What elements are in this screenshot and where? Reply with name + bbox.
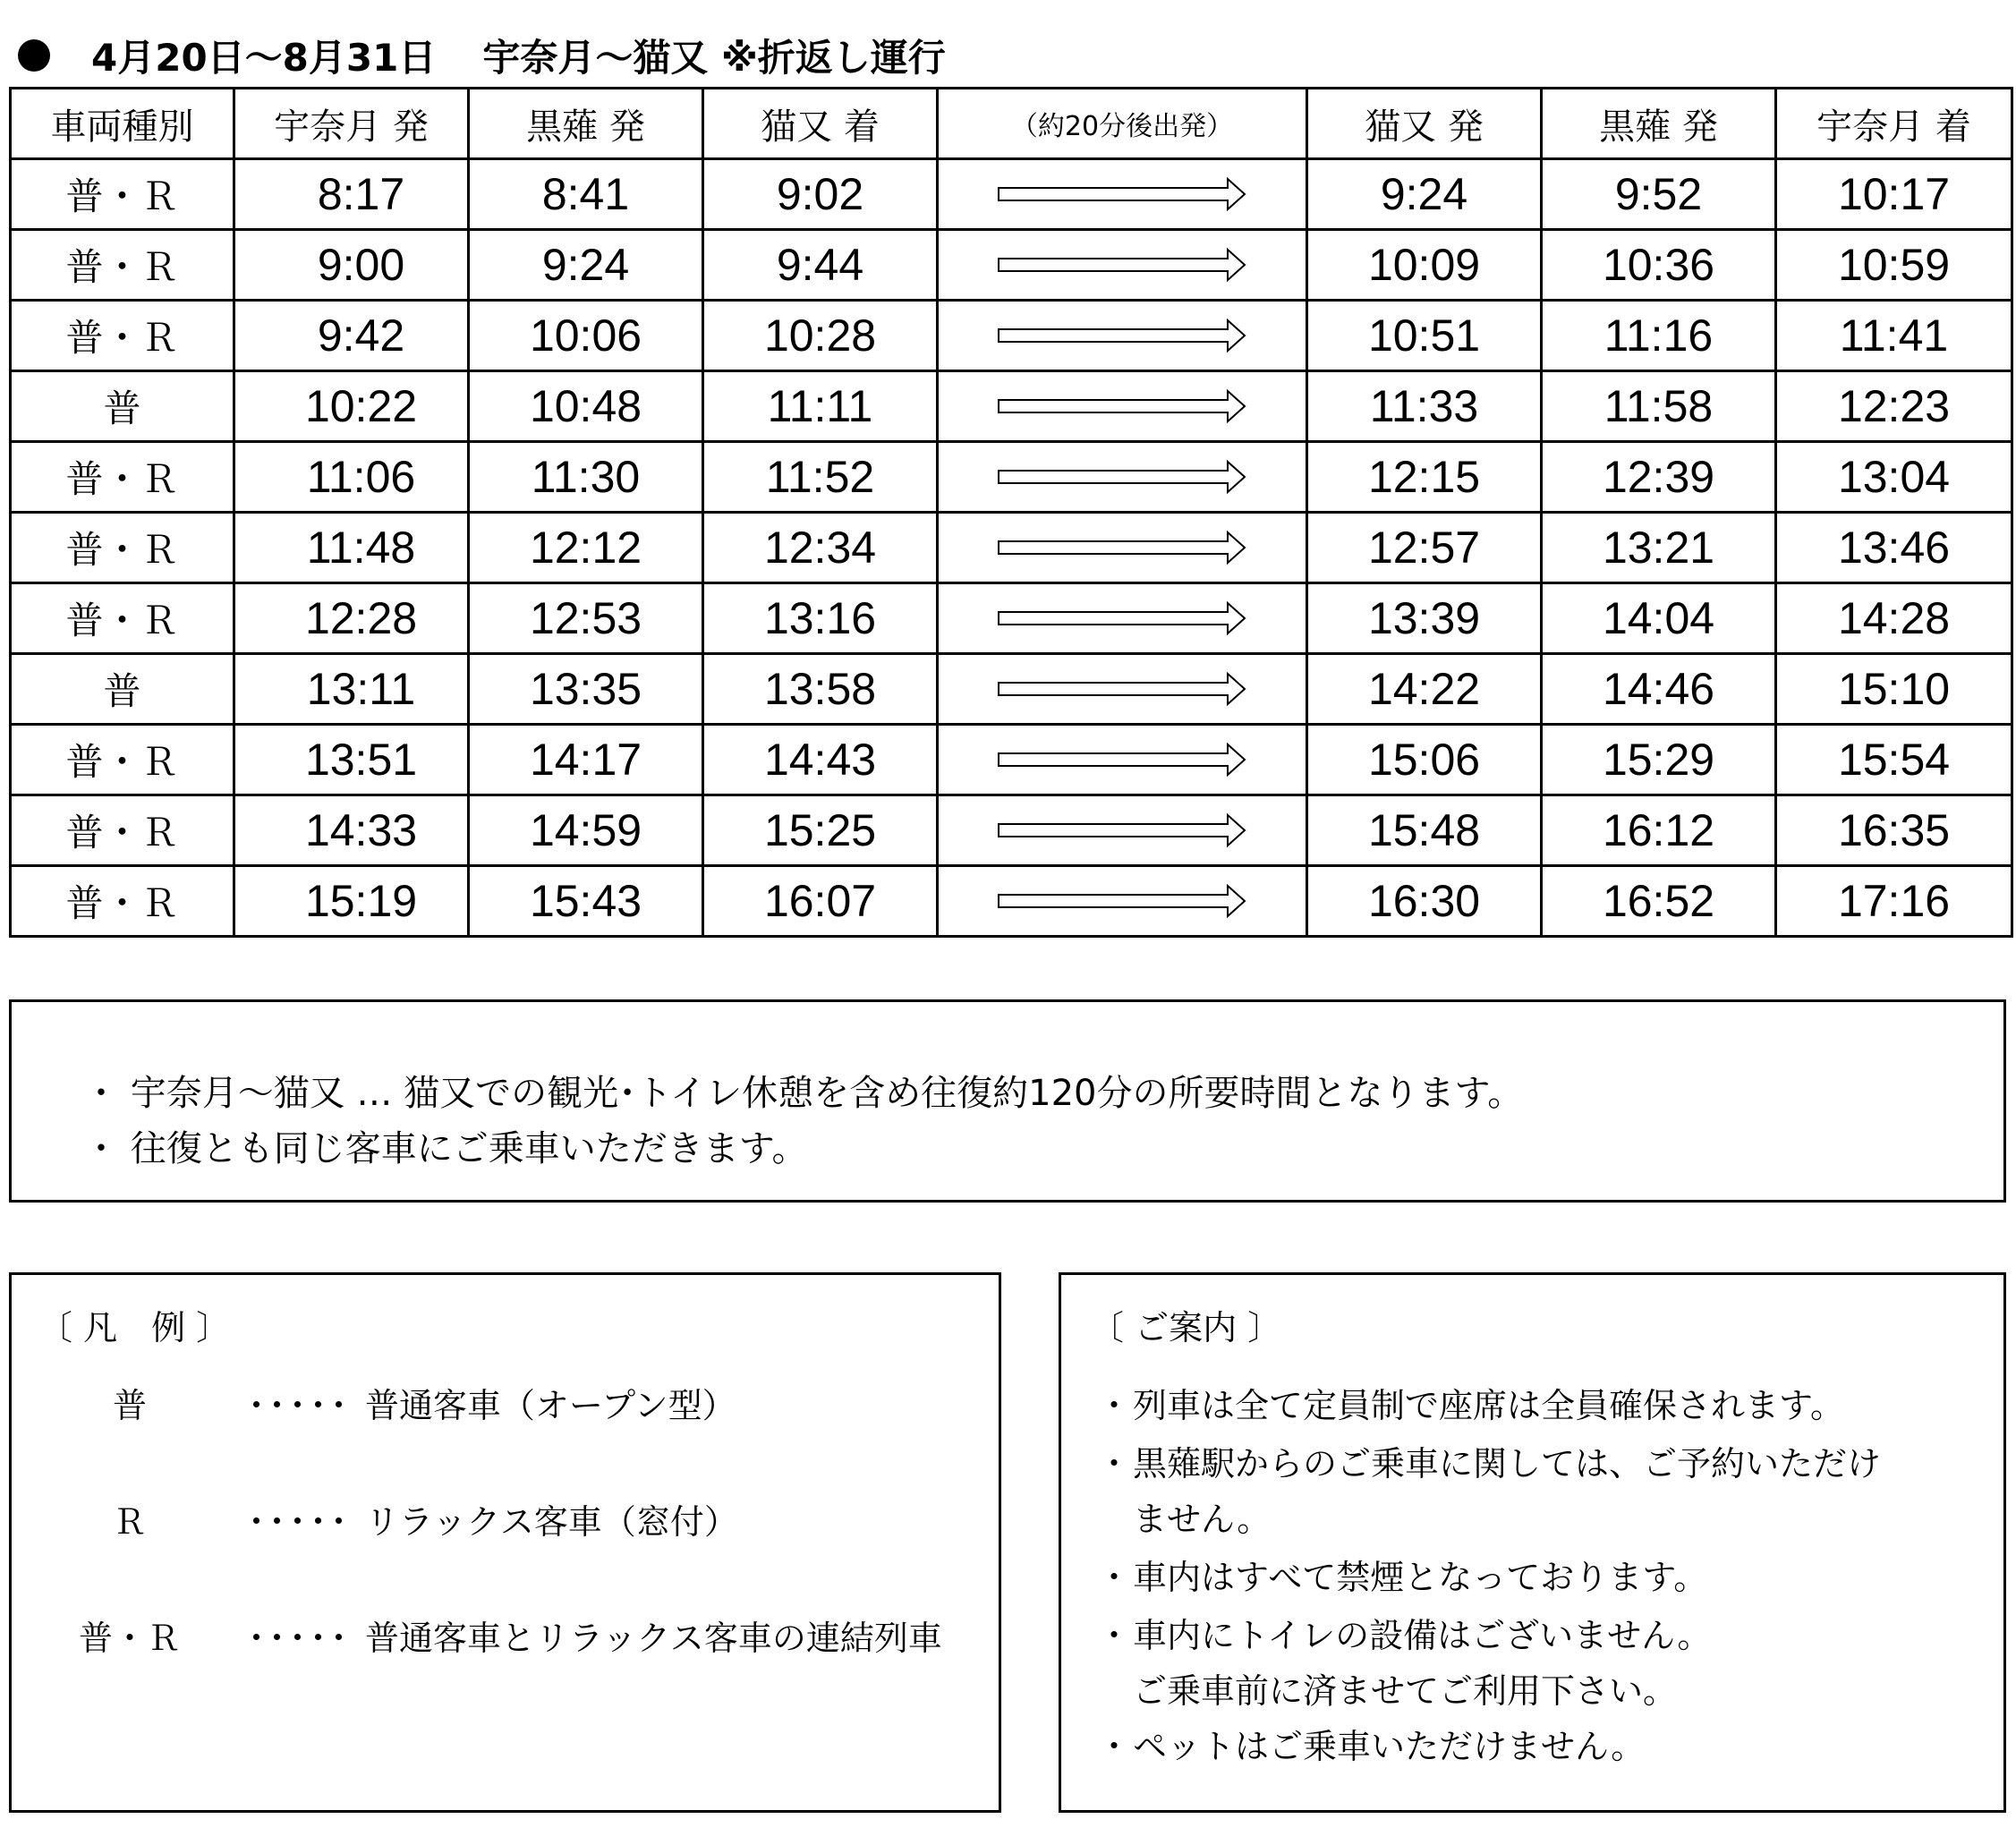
time-cell: 8:17: [234, 159, 469, 230]
time-cell: 12:12: [469, 513, 703, 583]
legend-row: [12, 1378, 999, 1432]
time-cell: 12:57: [1307, 513, 1542, 583]
legend-symbol: 普・Ｒ: [78, 1619, 181, 1658]
time-cell: 16:35: [1776, 795, 2012, 866]
time-cell: 10:59: [1776, 230, 2012, 301]
table-header-row: [11, 89, 2012, 159]
right-arrow-icon: [997, 247, 1247, 283]
arrow-cell: [938, 513, 1307, 583]
car-type-cell: 普・Ｒ: [11, 866, 234, 937]
time-cell: 11:52: [703, 442, 938, 513]
column-header: 宇奈月 着: [1776, 89, 2012, 159]
info-bullet: ・: [1097, 1727, 1132, 1766]
time-cell: 16:30: [1307, 866, 1542, 937]
time-cell: 9:00: [234, 230, 469, 301]
legend-symbol: 普: [112, 1386, 147, 1425]
info-text: ペットはご乗車いただけません。: [1133, 1727, 1646, 1766]
arrow-cell: [938, 583, 1307, 654]
time-cell: 10:36: [1542, 230, 1776, 301]
table-row: [11, 230, 2012, 301]
time-cell: 12:15: [1307, 442, 1542, 513]
info-item: [1097, 1378, 1844, 1427]
column-header: （約20分後出発）: [938, 89, 1307, 159]
time-cell: 14:04: [1542, 583, 1776, 654]
table-row: [11, 654, 2012, 725]
time-cell: 11:33: [1307, 371, 1542, 442]
time-cell: 12:23: [1776, 371, 2012, 442]
right-arrow-icon: [997, 883, 1247, 919]
time-cell: 15:43: [469, 866, 703, 937]
info-bullet: ・: [1097, 1386, 1132, 1425]
time-cell: 10:28: [703, 301, 938, 371]
info-item: [1097, 1436, 1881, 1485]
time-cell: 13:58: [703, 654, 938, 725]
right-arrow-icon: [997, 459, 1247, 495]
right-arrow-icon: [997, 671, 1247, 707]
time-cell: 11:41: [1776, 301, 2012, 371]
time-cell: 10:51: [1307, 301, 1542, 371]
bullet-icon: [18, 39, 50, 72]
table-row: [11, 795, 2012, 866]
legend-box: [9, 1272, 1001, 1813]
time-cell: 12:34: [703, 513, 938, 583]
info-text: 車内にトイレの設備はございません。: [1133, 1616, 1712, 1655]
arrow-cell: [938, 230, 1307, 301]
time-cell: 14:43: [703, 725, 938, 795]
car-type-cell: 普・Ｒ: [11, 513, 234, 583]
legend-desc: リラックス客車（窓付）: [365, 1502, 738, 1542]
arrow-cell: [938, 159, 1307, 230]
table-row: [11, 301, 2012, 371]
legend-dots: ･････: [248, 1619, 352, 1658]
right-arrow-icon: [997, 812, 1247, 848]
time-cell: 16:07: [703, 866, 938, 937]
car-type-cell: 普・Ｒ: [11, 795, 234, 866]
legend-dots: ･････: [248, 1502, 352, 1542]
time-cell: 10:17: [1776, 159, 2012, 230]
arrow-cell: [938, 371, 1307, 442]
time-cell: 13:35: [469, 654, 703, 725]
time-cell: 12:39: [1542, 442, 1776, 513]
car-type-cell: 普: [11, 371, 234, 442]
info-heading: 〔 ご案内 〕: [1090, 1308, 1282, 1347]
legend-dots: ･････: [248, 1386, 352, 1425]
info-item: [1097, 1719, 1645, 1768]
table-row: [11, 513, 2012, 583]
time-cell: 13:21: [1542, 513, 1776, 583]
time-cell: 9:24: [469, 230, 703, 301]
legend-row: [12, 1611, 999, 1664]
time-cell: 13:11: [234, 654, 469, 725]
time-cell: 13:51: [234, 725, 469, 795]
right-arrow-icon: [997, 176, 1247, 212]
time-cell: 15:10: [1776, 654, 2012, 725]
arrow-cell: [938, 795, 1307, 866]
time-cell: 10:22: [234, 371, 469, 442]
arrow-cell: [938, 301, 1307, 371]
time-cell: 9:24: [1307, 159, 1542, 230]
time-cell: 8:41: [469, 159, 703, 230]
time-cell: 17:16: [1776, 866, 2012, 937]
time-cell: 13:39: [1307, 583, 1542, 654]
time-cell: 9:52: [1542, 159, 1776, 230]
legend-heading: 〔 凡 例 〕: [38, 1308, 231, 1347]
car-type-cell: 普・Ｒ: [11, 230, 234, 301]
info-text: 黒薙駅からのご乗車に関しては、ご予約いただけ: [1133, 1444, 1882, 1483]
legend-row: [12, 1494, 999, 1548]
table-row: [11, 866, 2012, 937]
table-row: [11, 159, 2012, 230]
time-cell: 11:16: [1542, 301, 1776, 371]
car-type-cell: 普: [11, 654, 234, 725]
time-cell: 10:09: [1307, 230, 1542, 301]
time-cell: 14:59: [469, 795, 703, 866]
info-bullet: ・: [1097, 1444, 1132, 1483]
car-type-cell: 普・Ｒ: [11, 583, 234, 654]
time-cell: 13:04: [1776, 442, 2012, 513]
time-cell: 15:29: [1542, 725, 1776, 795]
table-row: [11, 442, 2012, 513]
right-arrow-icon: [997, 742, 1247, 778]
column-header: 宇奈月 発: [234, 89, 469, 159]
time-cell: 14:46: [1542, 654, 1776, 725]
time-cell: 11:48: [234, 513, 469, 583]
table-row: [11, 583, 2012, 654]
arrow-cell: [938, 725, 1307, 795]
car-type-cell: 普・Ｒ: [11, 725, 234, 795]
info-item: [1097, 1550, 1707, 1599]
legend-desc: 普通客車（オープン型）: [365, 1386, 736, 1425]
car-type-cell: 普・Ｒ: [11, 159, 234, 230]
time-cell: 13:16: [703, 583, 938, 654]
time-cell: 15:54: [1776, 725, 2012, 795]
time-cell: 10:48: [469, 371, 703, 442]
arrow-cell: [938, 442, 1307, 513]
right-arrow-icon: [997, 600, 1247, 636]
time-cell: 15:25: [703, 795, 938, 866]
title-date-range: 4月20日～8月31日: [91, 36, 437, 80]
time-cell: 11:06: [234, 442, 469, 513]
time-cell: 16:52: [1542, 866, 1776, 937]
time-cell: 15:19: [234, 866, 469, 937]
column-header: 猫又 着: [703, 89, 938, 159]
column-header: 黒薙 発: [1542, 89, 1776, 159]
column-header: 黒薙 発: [469, 89, 703, 159]
info-text-continued: ません。: [1133, 1500, 1272, 1539]
time-cell: 12:28: [234, 583, 469, 654]
time-cell: 15:48: [1307, 795, 1542, 866]
right-arrow-icon: [997, 530, 1247, 565]
info-text-continued: ご乗車前に済ませてご利用下さい。: [1133, 1671, 1678, 1711]
info-bullet: ・: [1097, 1616, 1132, 1655]
note-line: ・ 宇奈月～猫又 … 猫又での観光･トイレ休憩を含め往復約120分の所要時間となります。: [83, 1073, 1524, 1114]
time-cell: 11:11: [703, 371, 938, 442]
time-cell: 9:42: [234, 301, 469, 371]
notes-box: [9, 999, 2006, 1203]
car-type-cell: 普・Ｒ: [11, 301, 234, 371]
info-bullet: ・: [1097, 1558, 1132, 1597]
table-row: [11, 371, 2012, 442]
time-cell: 13:46: [1776, 513, 2012, 583]
time-cell: 16:12: [1542, 795, 1776, 866]
right-arrow-icon: [997, 318, 1247, 353]
time-cell: 14:33: [234, 795, 469, 866]
column-header: 車両種別: [11, 89, 234, 159]
arrow-cell: [938, 866, 1307, 937]
time-cell: 14:22: [1307, 654, 1542, 725]
time-cell: 15:06: [1307, 725, 1542, 795]
time-cell: 12:53: [469, 583, 703, 654]
page-title: [18, 20, 946, 91]
note-line: ・ 往復とも同じ客車にご乗車いただきます。: [83, 1128, 808, 1169]
info-box: [1059, 1272, 2006, 1813]
info-text: 車内はすべて禁煙となっております。: [1133, 1558, 1708, 1597]
time-cell: 11:30: [469, 442, 703, 513]
arrow-cell: [938, 654, 1307, 725]
car-type-cell: 普・Ｒ: [11, 442, 234, 513]
info-item: [1097, 1608, 1711, 1657]
info-text: 列車は全て定員制で座席は全員確保されます。: [1133, 1386, 1844, 1425]
right-arrow-icon: [997, 388, 1247, 424]
title-route: 宇奈月～猫又 ※折返し運行: [482, 36, 946, 80]
legend-desc: 普通客車とリラックス客車の連結列車: [365, 1619, 942, 1658]
table-row: [11, 725, 2012, 795]
time-cell: 11:58: [1542, 371, 1776, 442]
legend-symbol: Ｒ: [112, 1502, 147, 1542]
time-cell: 14:17: [469, 725, 703, 795]
column-header: 猫又 発: [1307, 89, 1542, 159]
time-cell: 9:02: [703, 159, 938, 230]
timetable: [9, 87, 2013, 938]
time-cell: 9:44: [703, 230, 938, 301]
time-cell: 10:06: [469, 301, 703, 371]
time-cell: 14:28: [1776, 583, 2012, 654]
